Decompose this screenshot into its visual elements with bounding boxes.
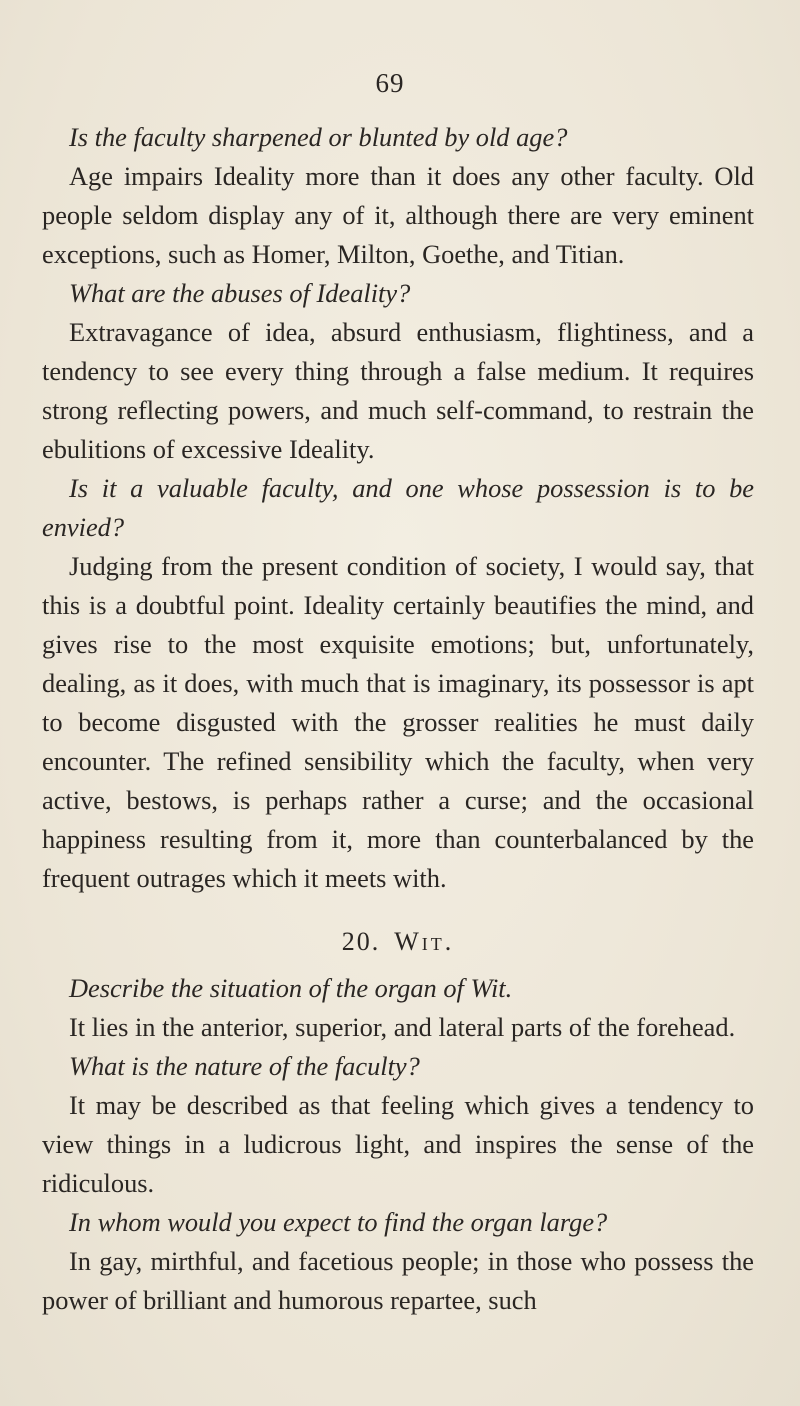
section-number: 20. [341, 927, 381, 956]
answer-paragraph: It lies in the anterior, superior, and lateral parts of the forehead. [69, 1012, 736, 1042]
question-paragraph: Describe the situation of the organ of Wit. [69, 973, 513, 1003]
page-number: 69 [375, 68, 405, 98]
question-paragraph: Is it a valuable faculty, and one whose possession is to be envied? [42, 473, 754, 542]
answer-paragraph: In gay, mirthful, and facetious people; in those who possess the power of brilliant and humorous repartee, such [42, 1246, 754, 1315]
question-paragraph: What is the nature of the faculty? [69, 1051, 420, 1081]
answer-paragraph: Judging from the present condition of society, I would say, that this is a doubtful point. Ideality certainly beautifies the mind, and gives rise to the most exquisite emotions; but, unfortunately, dealing, as it does, with much that is imaginary, its possessor is apt to become disgusted with the grosser realities he must daily encounter. The refined sensibility which the faculty, when very active, bestows, is perhaps rather a curse; and the occasional happiness resulting from it, more than counterbalanced by the frequent outrages which it meets with. [42, 551, 754, 893]
question-paragraph: What are the abuses of Ideality? [69, 278, 411, 308]
question-paragraph: In whom would you expect to find the organ large? [69, 1207, 608, 1237]
page-body [42, 118, 754, 1320]
question-paragraph: Is the faculty sharpened or blunted by old age? [69, 122, 568, 152]
section-heading [42, 922, 754, 961]
answer-paragraph: Age impairs Ideality more than it does any other faculty. Old people seldom display any of it, although there are very eminent exceptions, such as Homer, Milton, Goethe, and Titian. [42, 161, 754, 269]
answer-paragraph: Extravagance of idea, absurd enthusiasm, flightiness, and a tendency to see every thing through a false medium. It requires strong reflecting powers, and much self-command, to restrain the ebulitions of excessive Ideality. [42, 317, 754, 464]
section-title: Wit. [394, 927, 455, 956]
answer-paragraph: It may be described as that feeling which gives a tendency to view things in a ludicrous light, and inspires the sense of the ridiculous. [42, 1090, 754, 1198]
